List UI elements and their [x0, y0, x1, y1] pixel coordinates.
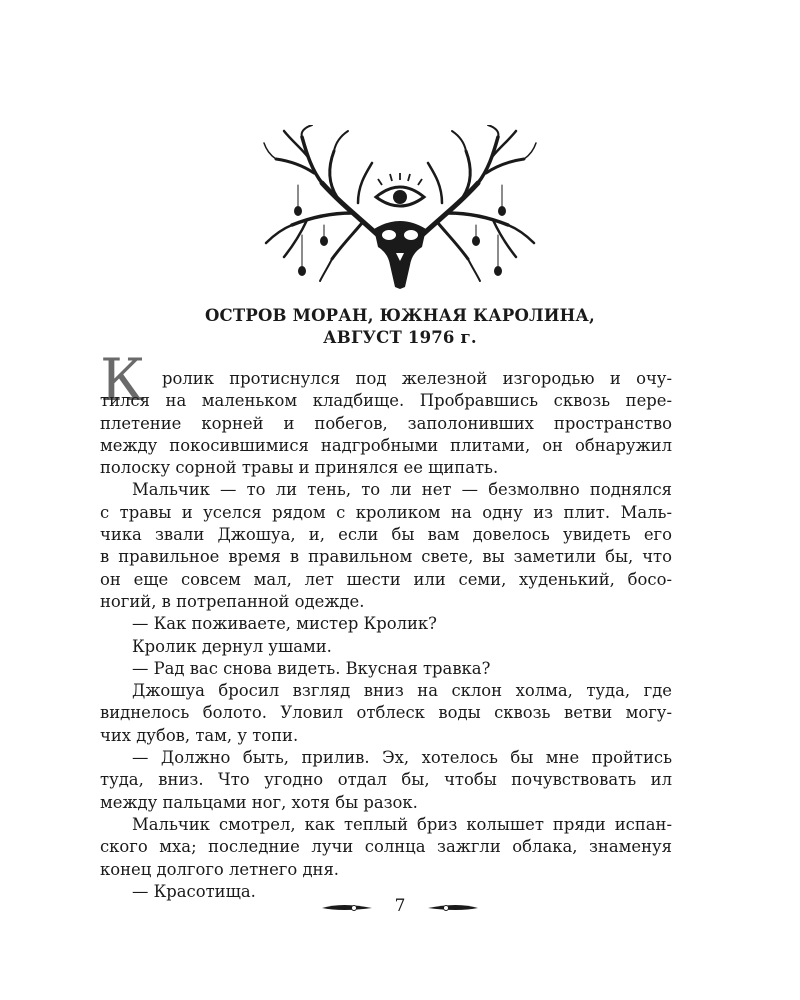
antlered-skull-eye-emblem-icon — [262, 125, 538, 290]
text-line: ского мха; последние лучи солнца зажгли облака, знаменуя — [100, 837, 672, 857]
text-line: — Рад вас снова видеть. Вкусная травка? — [132, 658, 491, 678]
text-line: конец долгого летнего дня. — [100, 859, 340, 879]
text-line: — Должно быть, прилив. Эх, хотелось бы мне пройтись — [132, 748, 672, 768]
text-line: ролик протиснулся под железной изгородью и очу- — [162, 369, 672, 388]
text-line: полоску сорной травы и принялся ее щипать. — [100, 458, 499, 478]
chapter-heading-location: ОСТРОВ МОРАН, ЮЖНАЯ КАРОЛИНА, — [204, 306, 595, 325]
text-line: с травы и уселся рядом с кроликом на одну из плит. Маль- — [100, 502, 672, 522]
text-line: между покосившимися надгробными плитами, он обнаружил — [100, 435, 672, 455]
text-line: тился на маленьком кладбище. Пробравшись сквозь пере- — [100, 391, 672, 411]
text-line: Кролик дернул ушами. — [132, 636, 332, 656]
text-line: Мальчик смотрел, как теплый бриз колышет пряди испан- — [132, 814, 672, 834]
crescent-flourish-right-icon — [426, 898, 498, 918]
text-line: туда, вниз. Что угодно отдал бы, чтобы почувствовать ил — [100, 770, 672, 790]
text-line: ногий, в потрепанной одежде. — [100, 591, 365, 611]
text-line: чика звали Джошуа, и, если бы вам довелось увидеть его — [100, 525, 672, 545]
text-line: виднелось болото. Уловил отблеск воды сквозь ветви могу- — [100, 703, 672, 723]
drop-cap-letter: К — [100, 346, 145, 414]
page-number: 7 — [394, 896, 406, 916]
text-line: в правильное время в правильном свете, вы заметили бы, что — [100, 547, 672, 567]
chapter-heading-date: АВГУСТ 1976 г. — [323, 328, 477, 347]
text-line: плетение корней и побегов, заполонивших пространство — [100, 413, 672, 433]
body-text — [100, 368, 672, 903]
text-line: Джошуа бросил взгляд вниз на склон холма, туда, где — [132, 681, 672, 701]
text-line: между пальцами ног, хотя бы разок. — [100, 792, 418, 812]
page-footer — [300, 893, 500, 923]
text-line: он еще совсем мал, лет шести или семи, худенький, босо- — [100, 569, 672, 589]
text-line: — Как поживаете, мистер Кролик? — [132, 614, 437, 634]
text-line: чих дубов, там, у топи. — [100, 725, 299, 745]
text-line: Мальчик — то ли тень, то ли нет — безмолвно поднялся — [132, 480, 672, 500]
text-line: — Красотища. — [132, 881, 256, 901]
